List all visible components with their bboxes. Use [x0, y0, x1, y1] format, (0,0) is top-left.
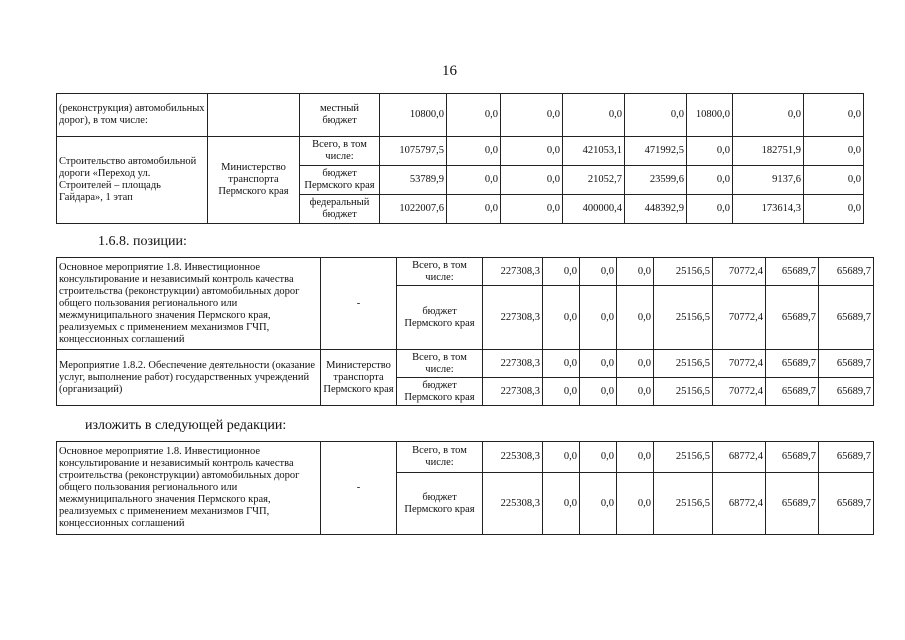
table-row [57, 137, 864, 166]
executor-cell: - [321, 258, 397, 350]
source-cell: местный бюджет [300, 94, 380, 137]
source-cell: Всего, в том числе: [397, 350, 483, 378]
value-cell: 0,0 [687, 166, 733, 195]
value-cell: 0,0 [447, 195, 501, 224]
value-cell: 25156,5 [654, 258, 713, 286]
source-cell: Всего, в том числе: [397, 442, 483, 473]
row-name: Основное мероприятие 1.8. Инвестиционное консультирование и независимый контроль качества строительства (реконструкции) автомобильных дорог общего пользования регионального или межмуниципального значения Пермского края, реализуемых с применением механизмов ГЧП, концессионных соглашений [57, 258, 321, 350]
source-cell: бюджет Пермского края [397, 286, 483, 350]
value-cell: 0,0 [580, 350, 617, 378]
row-name: (реконструкция) автомобильных дорог), в том числе: [57, 94, 208, 137]
row-name: Мероприятие 1.8.2. Обеспечение деятельности (оказание услуг, выполнение работ) государственных учреждений (организаций) [57, 350, 321, 406]
row-name: Строительство автомобильной дороги «Переход ул. Строителей – площадь Гайдара», 1 этап [57, 137, 208, 224]
page-number: 16 [442, 63, 457, 79]
value-cell: 227308,3 [483, 258, 543, 286]
value-cell: 0,0 [804, 195, 864, 224]
value-cell: 0,0 [580, 258, 617, 286]
value-cell: 227308,3 [483, 350, 543, 378]
value-cell: 65689,7 [766, 258, 819, 286]
value-cell: 0,0 [543, 442, 580, 473]
value-cell: 173614,3 [733, 195, 804, 224]
value-cell: 65689,7 [766, 442, 819, 473]
value-cell: 0,0 [543, 378, 580, 406]
value-cell: 25156,5 [654, 350, 713, 378]
executor-cell: - [321, 442, 397, 535]
table-row [57, 94, 864, 137]
value-cell: 65689,7 [766, 378, 819, 406]
value-cell: 70772,4 [713, 350, 766, 378]
value-cell: 471992,5 [625, 137, 687, 166]
budget-table-top [56, 93, 864, 224]
value-cell: 21052,7 [563, 166, 625, 195]
value-cell: 0,0 [580, 442, 617, 473]
budget-table-positions [56, 257, 874, 406]
value-cell: 23599,6 [625, 166, 687, 195]
value-cell: 0,0 [617, 378, 654, 406]
value-cell: 0,0 [543, 258, 580, 286]
source-cell: федеральный бюджет [300, 195, 380, 224]
value-cell: 227308,3 [483, 286, 543, 350]
value-cell: 65689,7 [819, 473, 874, 535]
value-cell: 225308,3 [483, 473, 543, 535]
budget-table-new-edition [56, 441, 874, 535]
value-cell: 448392,9 [625, 195, 687, 224]
value-cell: 0,0 [580, 286, 617, 350]
value-cell: 0,0 [501, 195, 563, 224]
source-cell: бюджет Пермского края [397, 473, 483, 535]
value-cell: 68772,4 [713, 442, 766, 473]
value-cell: 0,0 [543, 473, 580, 535]
table-row [57, 350, 874, 378]
value-cell: 0,0 [447, 166, 501, 195]
executor-cell: Министерство транспорта Пермского края [321, 350, 397, 406]
value-cell: 0,0 [617, 442, 654, 473]
value-cell: 0,0 [543, 350, 580, 378]
value-cell: 70772,4 [713, 258, 766, 286]
value-cell: 65689,7 [766, 350, 819, 378]
value-cell: 65689,7 [766, 286, 819, 350]
value-cell: 0,0 [804, 137, 864, 166]
value-cell: 225308,3 [483, 442, 543, 473]
value-cell: 25156,5 [654, 378, 713, 406]
executor-cell: Министерство транспорта Пермского края [208, 137, 300, 224]
section-heading-positions: 1.6.8. позиции: [98, 234, 187, 249]
value-cell: 0,0 [543, 286, 580, 350]
table-row [57, 258, 874, 286]
value-cell: 65689,7 [819, 286, 874, 350]
value-cell: 0,0 [687, 137, 733, 166]
value-cell: 65689,7 [819, 442, 874, 473]
source-cell: бюджет Пермского края [397, 378, 483, 406]
value-cell: 0,0 [580, 473, 617, 535]
value-cell: 0,0 [501, 166, 563, 195]
value-cell: 0,0 [804, 166, 864, 195]
value-cell: 0,0 [625, 94, 687, 137]
value-cell: 0,0 [563, 94, 625, 137]
value-cell: 0,0 [617, 286, 654, 350]
value-cell: 0,0 [733, 94, 804, 137]
value-cell: 65689,7 [819, 378, 874, 406]
value-cell: 0,0 [617, 258, 654, 286]
value-cell: 0,0 [447, 137, 501, 166]
value-cell: 70772,4 [713, 378, 766, 406]
value-cell: 0,0 [501, 137, 563, 166]
value-cell: 65689,7 [819, 258, 874, 286]
value-cell: 68772,4 [713, 473, 766, 535]
value-cell: 0,0 [687, 195, 733, 224]
value-cell: 9137,6 [733, 166, 804, 195]
value-cell: 0,0 [501, 94, 563, 137]
value-cell: 0,0 [617, 350, 654, 378]
value-cell: 65689,7 [766, 473, 819, 535]
value-cell: 0,0 [804, 94, 864, 137]
source-cell: Всего, в том числе: [397, 258, 483, 286]
value-cell: 10800,0 [380, 94, 447, 137]
row-name: Основное мероприятие 1.8. Инвестиционное консультирование и независимый контроль качества строительства (реконструкции) автомобильных дорог общего пользования регионального или межмуниципального значения Пермского края, реализуемых с применением механизмов ГЧП, концессионных соглашений [57, 442, 321, 535]
source-cell: бюджет Пермского края [300, 166, 380, 195]
value-cell: 10800,0 [687, 94, 733, 137]
value-cell: 70772,4 [713, 286, 766, 350]
value-cell: 400000,4 [563, 195, 625, 224]
value-cell: 25156,5 [654, 473, 713, 535]
value-cell: 53789,9 [380, 166, 447, 195]
value-cell: 227308,3 [483, 378, 543, 406]
value-cell: 25156,5 [654, 442, 713, 473]
section-heading-new-edition: изложить в следующей редакции: [85, 418, 287, 433]
value-cell: 0,0 [580, 378, 617, 406]
source-cell: Всего, в том числе: [300, 137, 380, 166]
table-row [57, 442, 874, 473]
executor-cell [208, 94, 300, 137]
value-cell: 1075797,5 [380, 137, 447, 166]
value-cell: 25156,5 [654, 286, 713, 350]
value-cell: 1022007,6 [380, 195, 447, 224]
value-cell: 182751,9 [733, 137, 804, 166]
value-cell: 65689,7 [819, 350, 874, 378]
value-cell: 0,0 [447, 94, 501, 137]
value-cell: 0,0 [617, 473, 654, 535]
value-cell: 421053,1 [563, 137, 625, 166]
